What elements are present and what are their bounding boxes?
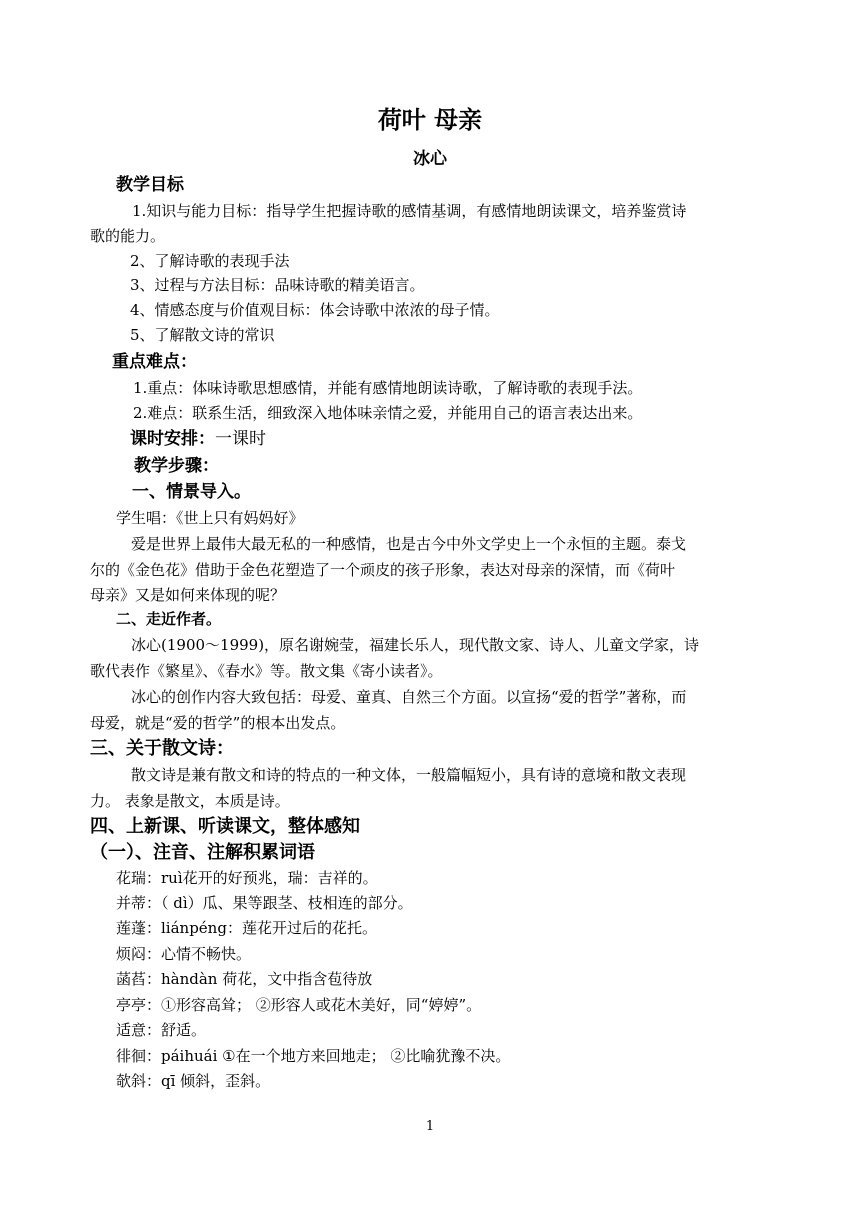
key-heading: 重点难点：: [112, 352, 197, 372]
section-3-line: 散文诗是兼有散文和诗的特点的一种文体，一般篇幅短小，具有诗的意境和散文表现: [131, 766, 687, 784]
section-4-heading: 四、上新课、听读课文，整体感知: [90, 816, 360, 837]
key-point: 1.重点：体味诗歌思想感情，并能有感情地朗读诗歌，了解诗歌的表现手法。: [133, 379, 643, 397]
subsection-heading: （一）、注音、注解积累词语: [90, 842, 315, 863]
schedule: [130, 428, 266, 450]
section-2-line: 歌代表作《繁星》、《春水》等。散文集《寄小读者》。: [90, 662, 443, 680]
steps-heading: 教学步骤：: [134, 456, 219, 476]
vocab-item: 烦闷：心情不畅快。: [116, 945, 252, 963]
vocab-item: 亭亭：①形容高耸； ②形容人或花木美好，同“婷婷”。: [116, 996, 482, 1014]
goal-line: 1.知识与能力目标：指导学生把握诗歌的感情基调，有感情地朗读课文，培养鉴赏诗: [132, 202, 687, 220]
vocab-item: 适意：舒适。: [116, 1021, 207, 1039]
section-1-line: 尔的《金色花》借助于金色花塑造了一个顽皮的孩子形象，表达对母亲的深情，而《荷叶: [90, 561, 676, 579]
author: 冰心: [413, 149, 447, 169]
section-2-line: 母爱，就是“爱的哲学”的根本出发点。: [90, 714, 346, 732]
vocab-item: 菡萏：hàndàn 荷花，文中指含苞待放: [116, 970, 373, 988]
schedule-label: 课时安排：: [130, 429, 215, 449]
key-point: 2.难点：联系生活，细致深入地体味亲情之爱，并能用自己的语言表达出来。: [133, 404, 643, 422]
section-2-line: 冰心的创作内容大致包括：母爱、童真、自然三个方面。以宣扬“爱的哲学”著称，而: [131, 688, 687, 706]
section-1-line: 学生唱：《世上只有妈妈好》: [116, 509, 304, 527]
vocab-item: 莲蓬：liánpéng：莲花开过后的花托。: [116, 919, 377, 937]
goal-line: 3、过程与方法目标：品味诗歌的精美语言。: [130, 276, 425, 294]
goal-line: 4、情感态度与价值观目标：体会诗歌中浓浓的母子情。: [130, 301, 500, 319]
page-title: 荷叶 母亲: [377, 105, 483, 134]
section-2-line: 冰心(1900～1999)，原名谢婉莹，福建长乐人，现代散文家、诗人、儿童文学家，诗: [131, 636, 700, 654]
goal-line: 2、了解诗歌的表现手法: [130, 252, 290, 270]
section-3-line: 力。 表象是散文，本质是诗。: [90, 792, 290, 810]
section-1-line: 爱是世界上最伟大最无私的一种感情，也是古今中外文学史上一个永恒的主题。泰戈: [131, 535, 687, 553]
goal-line: 歌的能力。: [90, 227, 166, 245]
section-1-heading: 一、情景导入。: [132, 482, 251, 502]
schedule-value: 一课时: [215, 429, 266, 449]
goal-line: 5、了解散文诗的常识: [130, 326, 275, 344]
vocab-item: 并蒂：（ dì）瓜、果等跟茎、枝相连的部分。: [116, 894, 413, 912]
vocab-item: 花瑞：ruì花开的好预兆，瑞：吉祥的。: [116, 869, 378, 887]
vocab-item: 欹斜：qī 倾斜，歪斜。: [116, 1072, 271, 1090]
vocab-item: 徘徊：páihuái ①在一个地方来回地走； ②比喻犹豫不决。: [116, 1047, 511, 1065]
section-2-heading: 二、走近作者。: [116, 610, 222, 628]
section-1-line: 母亲》又是如何来体现的呢？: [90, 586, 286, 604]
section-3-heading: 三、关于散文诗：: [90, 738, 234, 759]
goals-heading: 教学目标: [116, 175, 184, 195]
page-number: 1: [425, 1119, 435, 1134]
